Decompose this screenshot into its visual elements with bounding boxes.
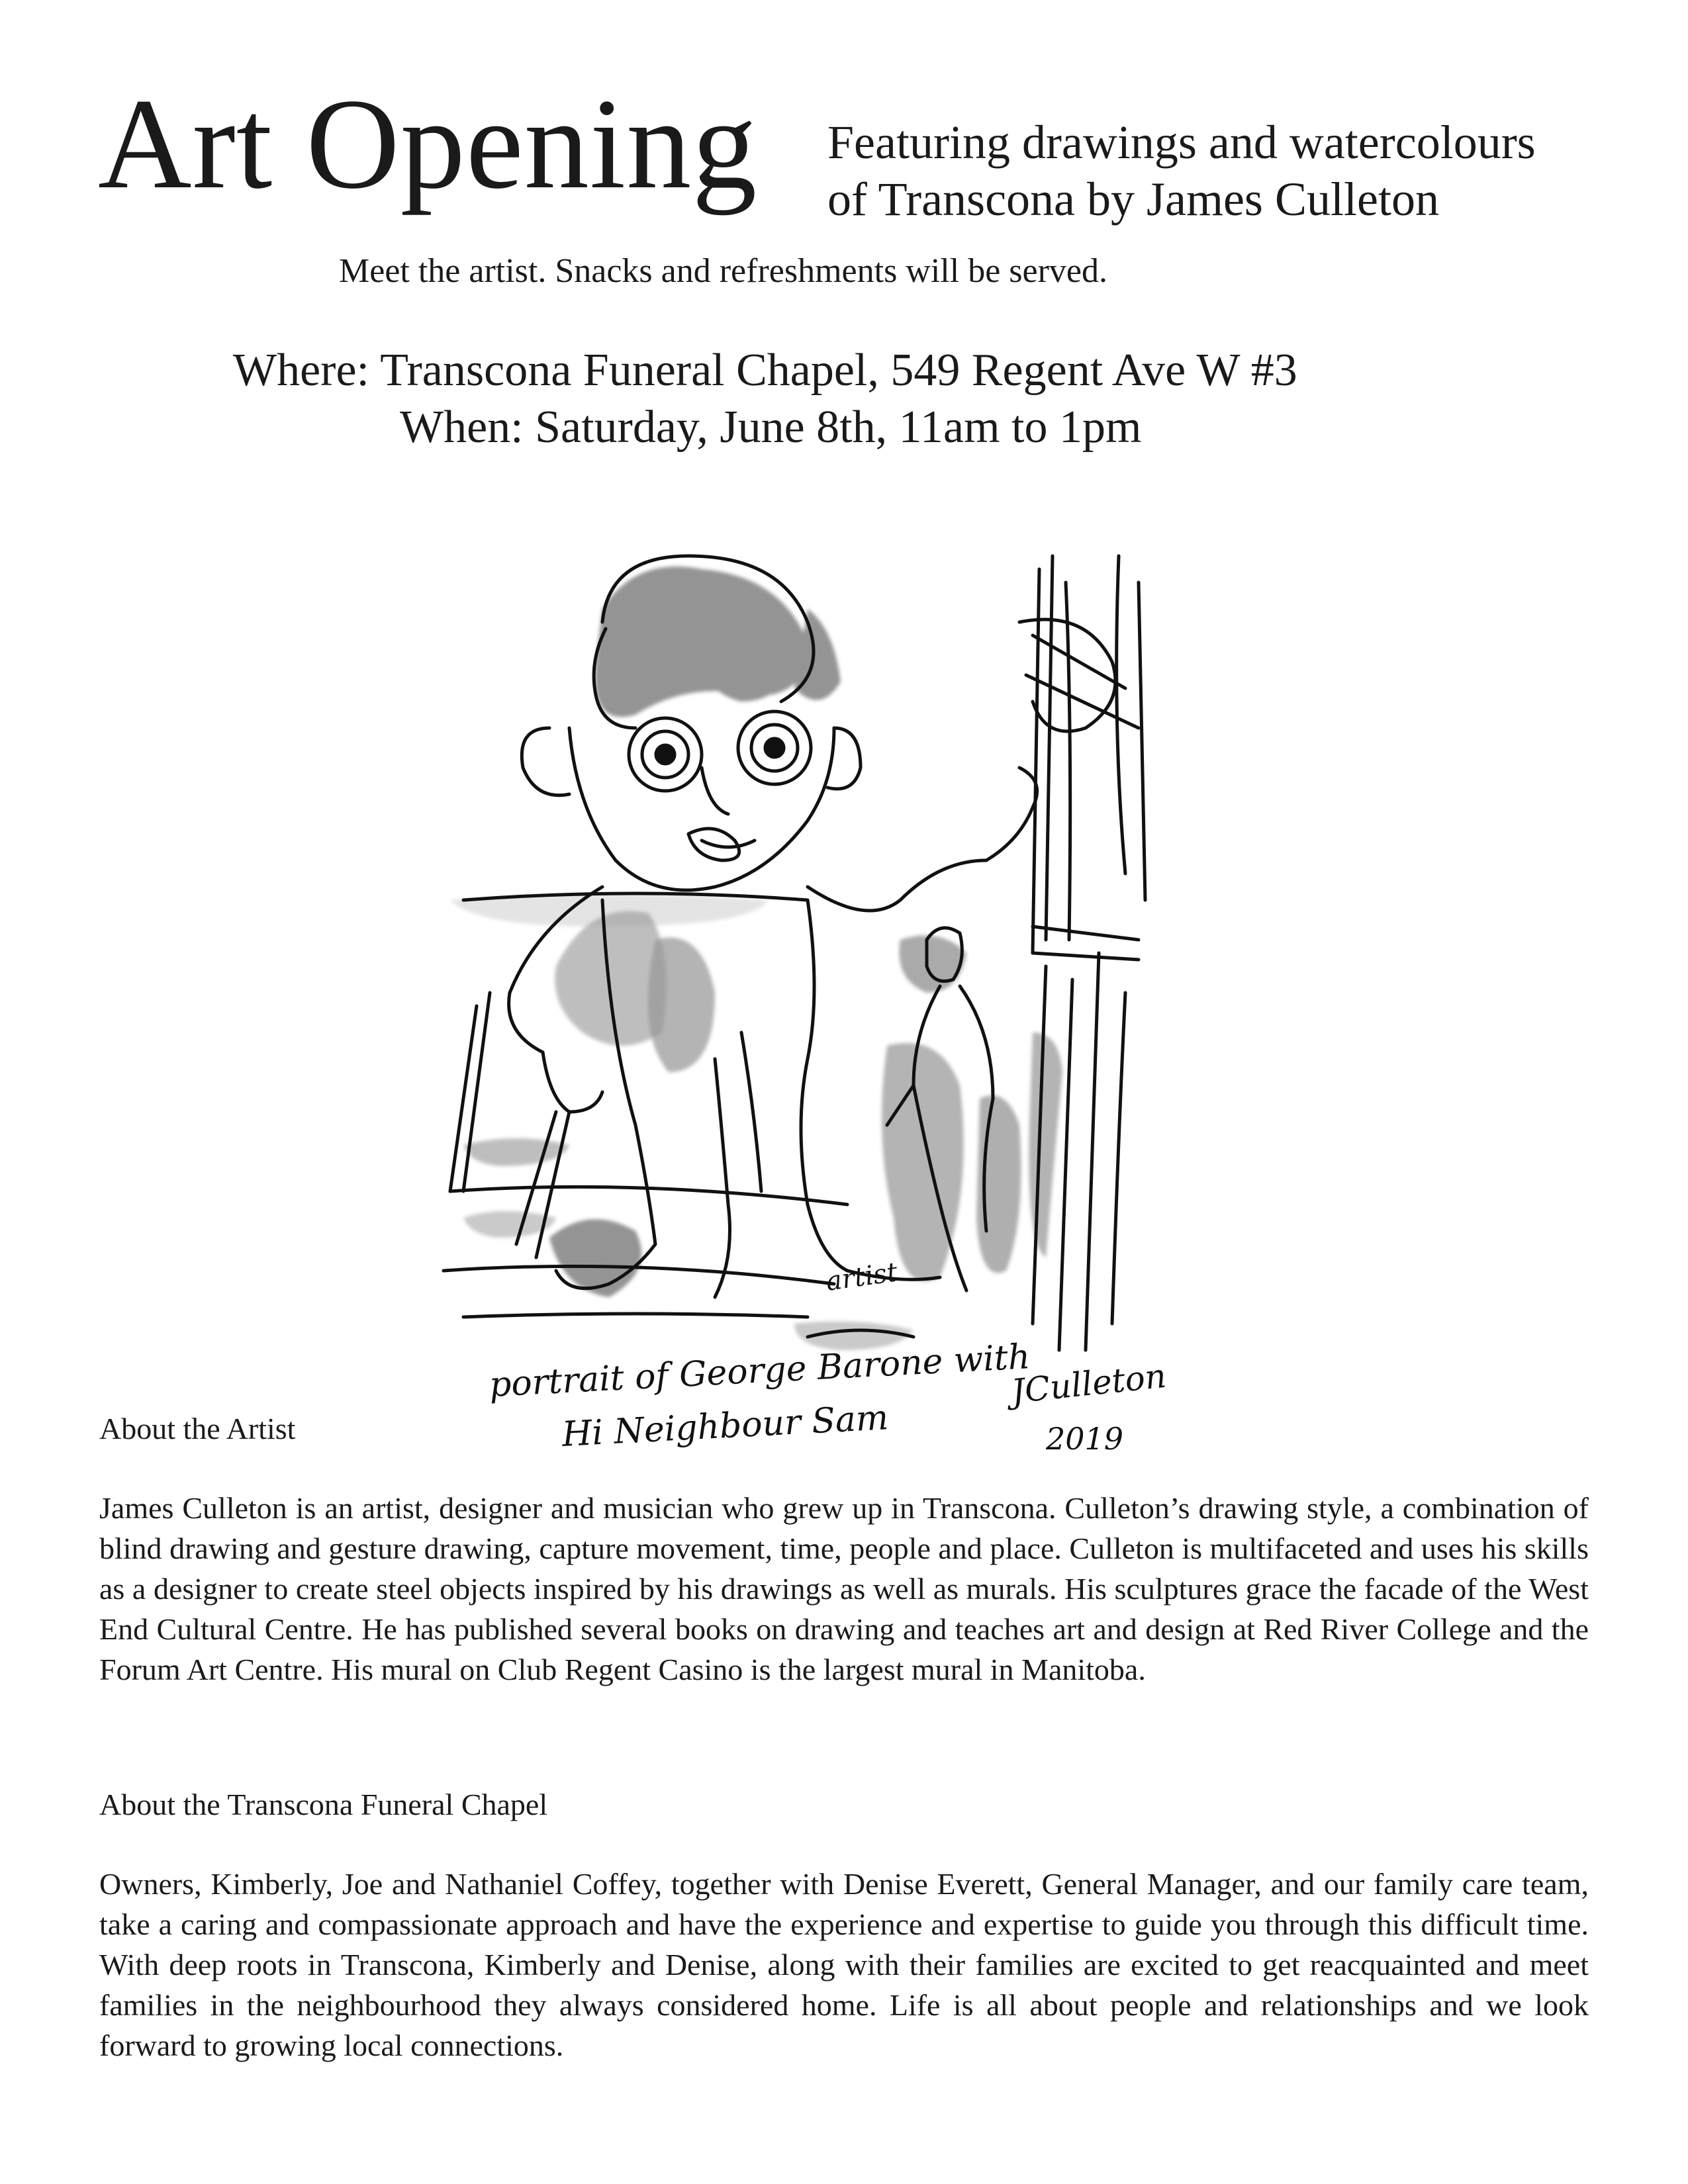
caption-line-2: Hi Neighbour Sam [561,1398,890,1455]
artwork-illustration [437,529,1185,1469]
subtitle-line-2: of Transcona by James Culleton [827,173,1439,226]
about-artist-heading: About the Artist [99,1412,296,1445]
about-artist-text: James Culleton is an artist, designer and musician who grew up in Transcona. Culleton’s drawing style, a combination of blind drawing and gesture drawing, capture movement, time, people and place. Culleton is multifaceted and uses his skills as a designer to create steel objects inspired by his drawings as well as murals. His sculptures grace the facade of the West End Cultural Centre. He has published several books on drawing and teaches art and design at Red River College and the Forum Art Centre. His mural on Club Regent Casino is the largest mural in Manitoba. [99,1491,1589,1686]
event-time: When: Saturday, June 8th, 11am to 1pm [400,402,1142,453]
about-chapel-heading: About the Transcona Funeral Chapel [99,1788,548,1821]
tagline: Meet the artist. Snacks and refreshments will be served. [339,252,1107,290]
caption-line-1: portrait of George Barone with [488,1337,1031,1405]
about-chapel-text: Owners, Kimberly, Joe and Nathaniel Coffey, together with Denise Everett, General Manager, and our family care team, take a caring and compassionate approach and have the experience and expertise to guide you through this difficult time. With deep roots in Transcona, Kimberly and Denise, along with their families are excited to get reacquainted and meet families in the neighbourhood they always considered home. Life is all about people and relationships and we look forward to growing local connections. [99,1867,1589,2062]
subtitle [827,114,1536,228]
event-location: Where: Transcona Funeral Chapel, 549 Regent Ave W #3 [233,345,1297,396]
artwork-year: 2019 [1046,1421,1124,1457]
artist-signature: JCulleton [1009,1356,1168,1411]
inscription: artist [823,1257,900,1297]
subtitle-line-1: Featuring drawings and watercolours [827,116,1536,169]
page-title: Art Opening [98,72,758,216]
